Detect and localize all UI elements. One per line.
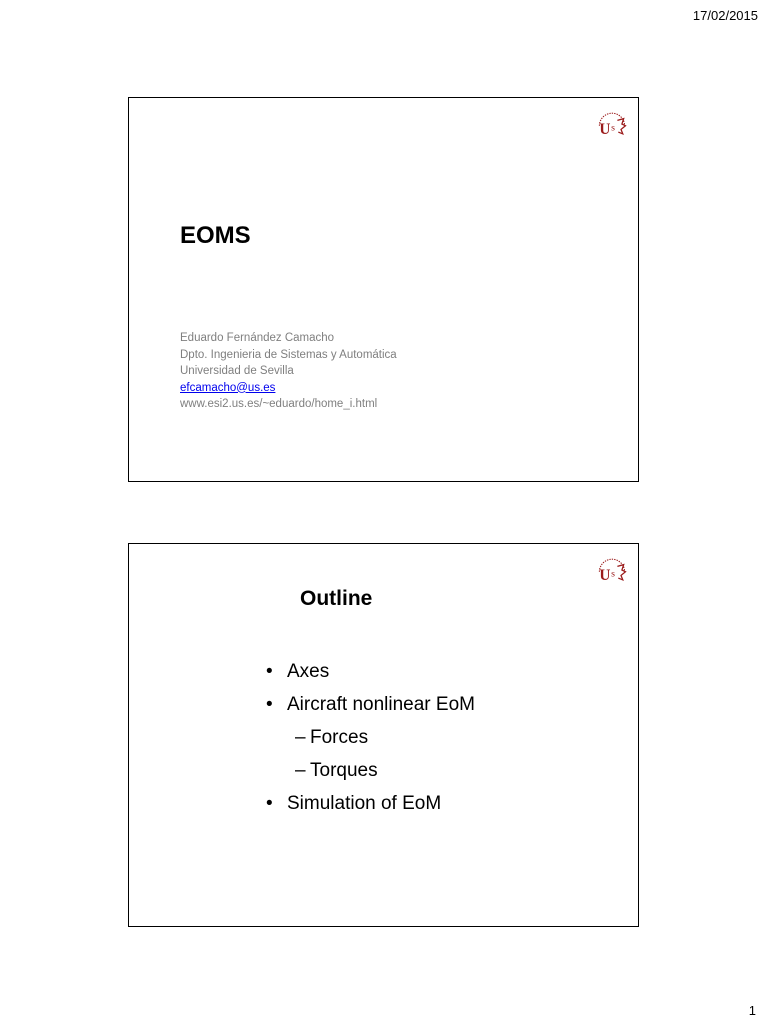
outline-item-label: Simulation of EoM — [287, 793, 442, 814]
bullet-marker: • — [266, 661, 273, 682]
dash-marker: – — [295, 760, 306, 781]
page-number: 1 — [748, 1003, 756, 1018]
outline-item-label: Axes — [287, 661, 330, 682]
outline-subitem — [266, 721, 475, 754]
page-date: 17/02/2015 — [692, 8, 758, 23]
bullet-marker: • — [266, 793, 273, 814]
outline-item — [266, 787, 475, 820]
outline-item — [266, 655, 475, 688]
author-name: Eduardo Fernández Camacho — [180, 332, 335, 344]
department-name: Dpto. Ingenieria de Sistemas y Automática — [180, 348, 397, 361]
svg-text:s: s — [611, 568, 615, 580]
outline-heading: Outline — [300, 587, 373, 610]
svg-text:U: U — [599, 120, 611, 138]
university-seal-logo — [594, 552, 630, 588]
website-url: www.esi2.us.es/~eduardo/home_i.html — [180, 398, 378, 410]
outline-list — [266, 655, 475, 820]
outline-item — [266, 688, 475, 721]
university-seal-logo — [594, 106, 630, 142]
slide-outline — [128, 543, 639, 927]
svg-text:U: U — [599, 566, 611, 584]
outline-item-label: Aircraft nonlinear EoM — [287, 694, 475, 715]
dash-marker: – — [295, 727, 306, 748]
author-info — [180, 330, 397, 413]
bullet-marker: • — [266, 694, 273, 715]
email-link[interactable]: efcamacho@us.es — [180, 381, 276, 394]
slide-title — [128, 97, 639, 482]
university-name: Universidad de Sevilla — [180, 365, 294, 377]
outline-item-label: Torques — [310, 760, 378, 781]
outline-subitem — [266, 754, 475, 787]
slide-title-heading: EOMS — [180, 222, 251, 249]
svg-text:s: s — [611, 122, 615, 134]
outline-item-label: Forces — [310, 727, 369, 748]
